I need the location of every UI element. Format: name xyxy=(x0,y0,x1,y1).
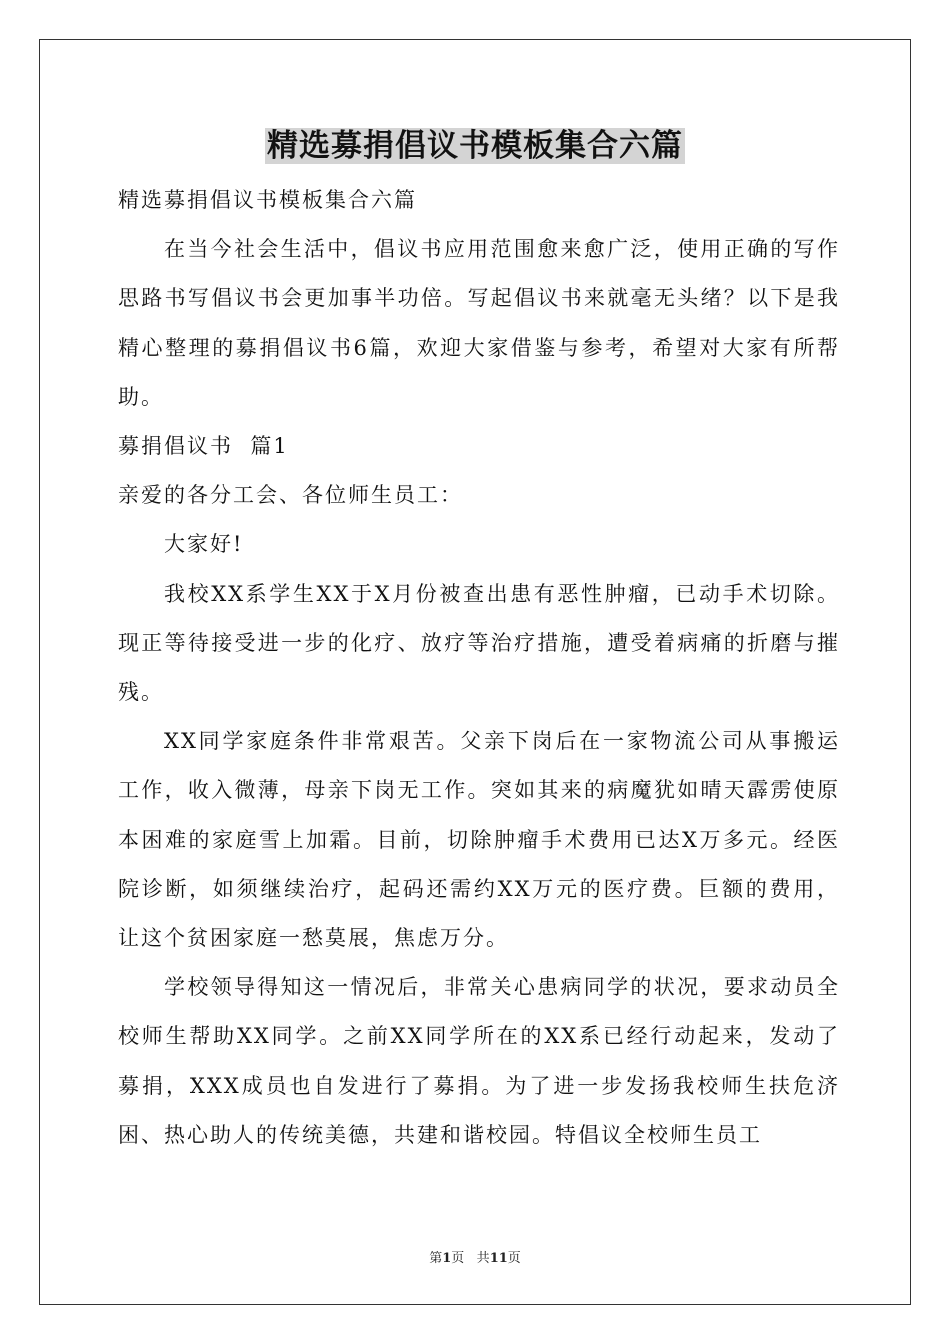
paragraph-4: 大家好! xyxy=(164,532,244,557)
paragraph-1: 在当今社会生活中，倡议书应用范围愈来愈广泛，使用正确的写作思路书写倡议书会更加事半功倍。写起倡议书来就毫无头绪？以下是我精心整理的募捐倡议书6篇，欢迎大家借鉴与参考，希望对大家有所帮助。 xyxy=(118,237,840,409)
footer-page-suffix: 页 xyxy=(451,1251,465,1266)
paragraph-0: 精选募捐倡议书模板集合六篇 xyxy=(118,188,417,212)
footer-total-suffix: 页 xyxy=(507,1251,521,1266)
footer-total-pages: 11 xyxy=(489,1251,508,1266)
paragraph-3: 亲爱的各分工会、各位师生员工： xyxy=(118,483,463,508)
page-footer xyxy=(0,1247,950,1266)
paragraph-2: 募捐倡议书 篇1 xyxy=(118,434,289,459)
document-title xyxy=(0,124,950,168)
paragraph-5: 我校XX系学生XX于X月份被查出患有恶性肿瘤，已动手术切除。现正等待接受进一步的化疗、放疗等治疗措施，遭受着病痛的折磨与摧残。 xyxy=(118,581,840,705)
document-body xyxy=(118,176,840,1160)
footer-page-prefix: 第 xyxy=(429,1251,443,1266)
paragraph-7: 学校领导得知这一情况后，非常关心患病同学的状况，要求动员全校师生帮助XX同学。之前XX同学所在的XX系已经行动起来，发动了募捐，XXX成员也自发进行了募捐。为了进一步发扬我校师生扶危济困、热心助人的传统美德，共建和谐校园。特倡议全校师生员工 xyxy=(118,975,840,1147)
footer-total-prefix: 共 xyxy=(476,1251,490,1266)
paragraph-6: XX同学家庭条件非常艰苦。父亲下岗后在一家物流公司从事搬运工作，收入微薄，母亲下岗无工作。突如其来的病魔犹如晴天霹雳使原本困难的家庭雪上加霜。目前，切除肿瘤手术费用已达X万多元。经医院诊断，如须继续治疗，起码还需约XX万元的医疗费。巨额的费用，让这个贫困家庭一愁莫展，焦虑万分。 xyxy=(118,729,840,951)
footer-current-page: 1 xyxy=(442,1251,452,1266)
document-title-text: 精选募捐倡议书模板集合六篇 xyxy=(267,128,683,164)
